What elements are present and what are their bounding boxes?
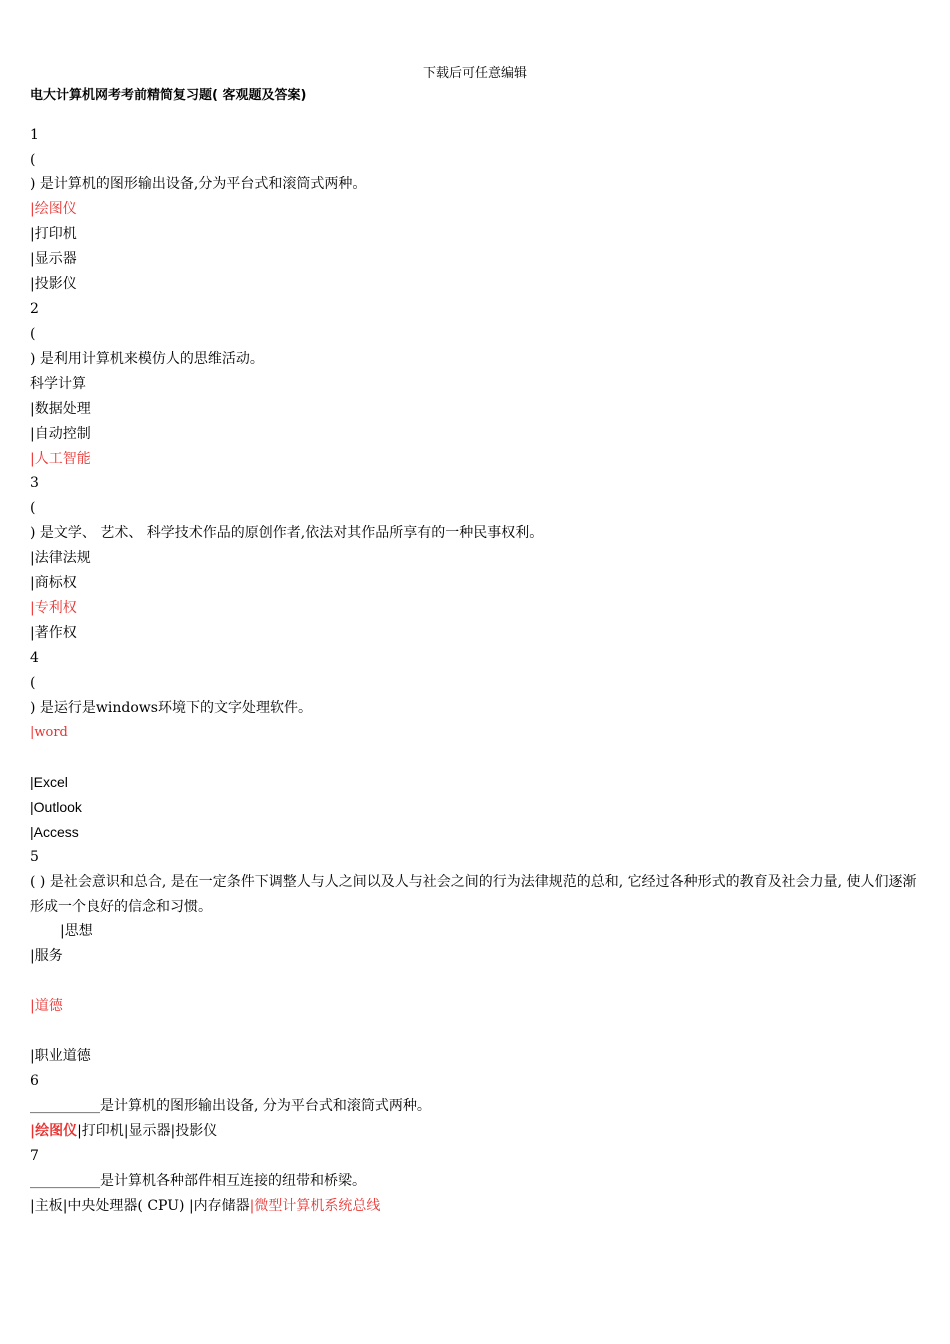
- option-correct: |道德: [30, 998, 63, 1014]
- question-number: 1: [30, 127, 39, 143]
- option: |法律法规: [30, 550, 91, 566]
- option: |显示器: [123, 1123, 171, 1139]
- question-stem: ) 是计算机的图形输出设备,分为平台式和滚筒式两种。: [30, 176, 367, 192]
- option: |显示器: [30, 251, 77, 267]
- option: |投影仪: [170, 1123, 218, 1139]
- option: |Excel: [30, 774, 68, 790]
- question-open-paren: (: [30, 152, 36, 168]
- option: |投影仪: [30, 276, 77, 292]
- question-stem: ( ) 是社会意识和总合, 是在一定条件下调整人与人之间以及人与社会之间的行为法律规范的总和, 它经过各种形式的教育及社会力量, 使人们逐渐形成一个良好的信念和习惯。: [30, 874, 917, 915]
- question-stem: __________是计算机的图形输出设备, 分为平台式和滚筒式两种。: [30, 1098, 431, 1114]
- question-stem: ) 是文学、 艺术、 科学技术作品的原创作者,依法对其作品所享有的一种民事权利。: [30, 525, 544, 541]
- option: |著作权: [30, 625, 77, 641]
- option: |思想: [60, 923, 93, 939]
- option: |主板: [30, 1198, 63, 1214]
- question-stem: __________是计算机各种部件相互连接的纽带和桥梁。: [30, 1173, 366, 1189]
- document-title: 电大计算机网考考前精简复习题( 客观题及答案): [30, 88, 307, 103]
- question-stem: ) 是利用计算机来模仿人的思维活动。: [30, 351, 264, 367]
- question-number: 2: [30, 301, 39, 317]
- option-correct: |专利权: [30, 600, 77, 616]
- option-correct: |word: [30, 725, 68, 740]
- question-open-paren: (: [30, 675, 36, 691]
- question-open-paren: (: [30, 326, 36, 342]
- option-correct: |微型计算机系统总线: [249, 1198, 381, 1214]
- option: |数据处理: [30, 401, 91, 417]
- page-header-note: 下载后可任意编辑: [422, 66, 527, 81]
- option: |服务: [30, 948, 63, 964]
- option: |Outlook: [30, 799, 82, 815]
- option: 科学计算: [30, 376, 86, 392]
- question-number: 4: [30, 650, 39, 666]
- question-number: 7: [30, 1148, 39, 1164]
- option-correct: |人工智能: [30, 451, 91, 467]
- option: |打印机: [77, 1123, 124, 1139]
- option: |Access: [30, 824, 79, 840]
- option-correct: |绘图仪: [30, 201, 77, 217]
- option-row: [30, 1122, 217, 1140]
- question-number: 5: [30, 849, 39, 865]
- question-stem: ) 是运行是windows环境下的文字处理软件。: [30, 700, 312, 716]
- option: |自动控制: [30, 426, 91, 442]
- option: |中央处理器( CPU): [62, 1198, 189, 1214]
- option: |打印机: [30, 226, 77, 242]
- option: |商标权: [30, 575, 77, 591]
- question-number: 3: [30, 475, 39, 491]
- option-correct: |绘图仪: [30, 1123, 78, 1139]
- question-open-paren: (: [30, 500, 36, 516]
- option: |内存储器: [188, 1198, 250, 1214]
- option-row: [30, 1197, 380, 1215]
- option: |职业道德: [30, 1048, 91, 1064]
- question-number: 6: [30, 1073, 39, 1089]
